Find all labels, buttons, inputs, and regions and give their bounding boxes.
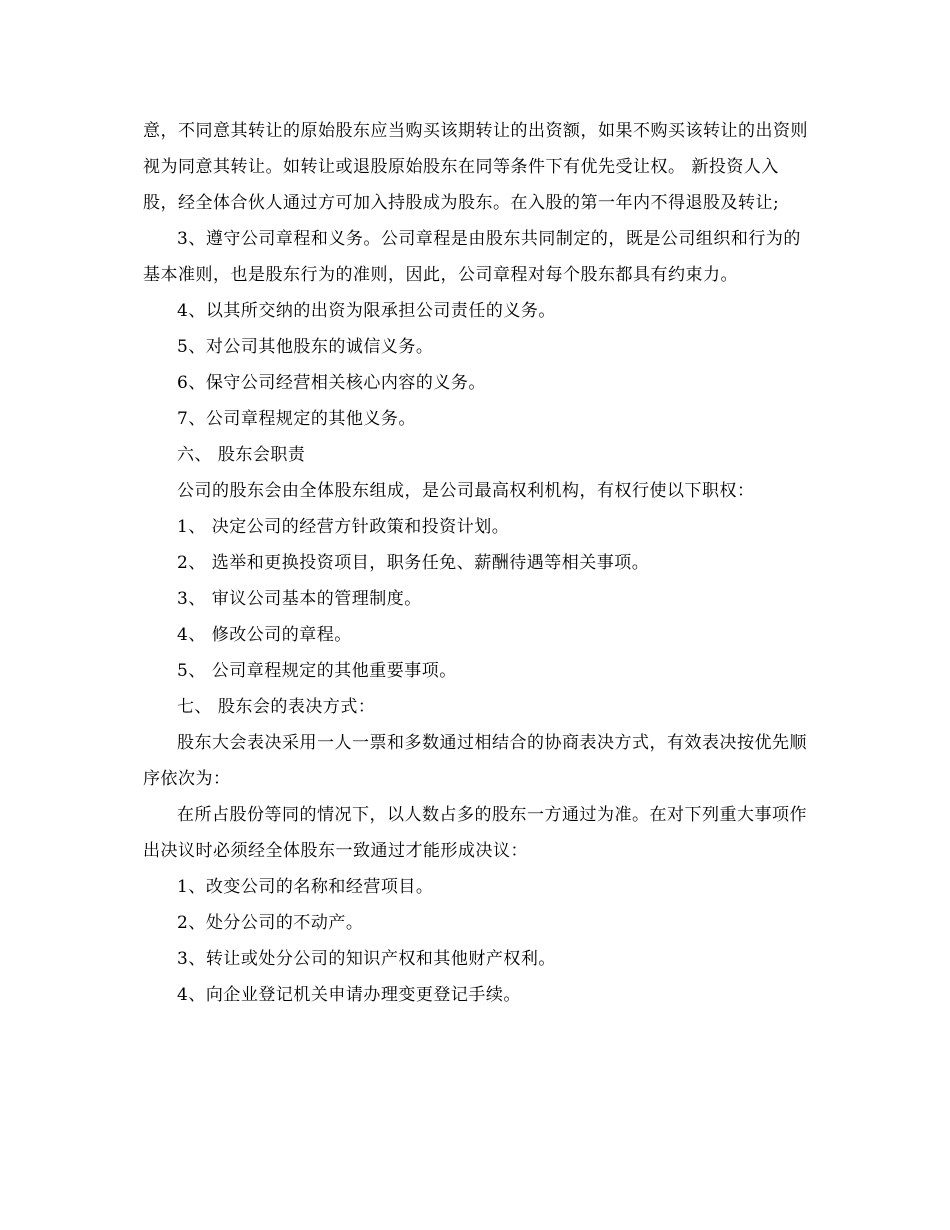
paragraph-matter-1: 1、改变公司的名称和经营项目。: [177, 877, 434, 897]
paragraph-power-2: 2、 选举和更换投资项目，职务任免、薪酬待遇等相关事项。: [177, 553, 650, 573]
paragraph-power-3: 3、 审议公司基本的管理制度。: [177, 589, 422, 609]
paragraph-matter-4: 4、向企业登记机关申请办理变更登记手续。: [177, 985, 521, 1005]
paragraph-matter-2: 2、处分公司的不动产。: [177, 913, 364, 933]
paragraph-obligation-7: 7、公司章程规定的其他义务。: [177, 409, 416, 429]
paragraph-continuation: 意，不同意其转让的原始股东应当购买该期转让的出资额，如果不购买该转让的出资则视为同意其转让。如转让或退股原始股东在同等条件下有优先受让权。 新投资人入股，经全体合伙人通过方可加入持股成为股东。在入股的第一年内不得退股及转让;: [143, 121, 808, 213]
section-heading-6: 六、 股东会职责: [177, 445, 306, 465]
paragraph-obligation-4: 4、以其所交纳的出资为限承担公司责任的义务。: [177, 301, 556, 321]
section-heading-7: 七、 股东会的表决方式：: [177, 697, 376, 717]
paragraph-obligation-3: 3、遵守公司章程和义务。公司章程是由股东共同制定的，既是公司组织和行为的基本准则，也是股东行为的准则，因此，公司章程对每个股东都具有约束力。: [143, 229, 801, 285]
paragraph-voting-rule: 在所占股份等同的情况下，以人数占多的股东一方通过为准。在对下列重大事项作出决议时必须经全体股东一致通过才能形成决议：: [143, 805, 807, 861]
paragraph-shareholder-meeting-intro: 公司的股东会由全体股东组成，是公司最高权利机构，有权行使以下职权：: [177, 481, 755, 501]
paragraph-obligation-6: 6、保守公司经营相关核心内容的义务。: [177, 373, 486, 393]
paragraph-voting-method: 股东大会表决采用一人一票和多数通过相结合的协商表决方式，有效表决按优先顺序依次为：: [143, 733, 807, 789]
paragraph-matter-3: 3、转让或处分公司的知识产权和其他财产权利。: [177, 949, 556, 969]
paragraph-obligation-5: 5、对公司其他股东的诚信义务。: [177, 337, 434, 357]
document-body: [143, 113, 813, 1013]
paragraph-power-1: 1、 决定公司的经营方针政策和投资计划。: [177, 517, 510, 537]
paragraph-power-4: 4、 修改公司的章程。: [177, 625, 352, 645]
paragraph-power-5: 5、 公司章程规定的其他重要事项。: [177, 661, 457, 681]
